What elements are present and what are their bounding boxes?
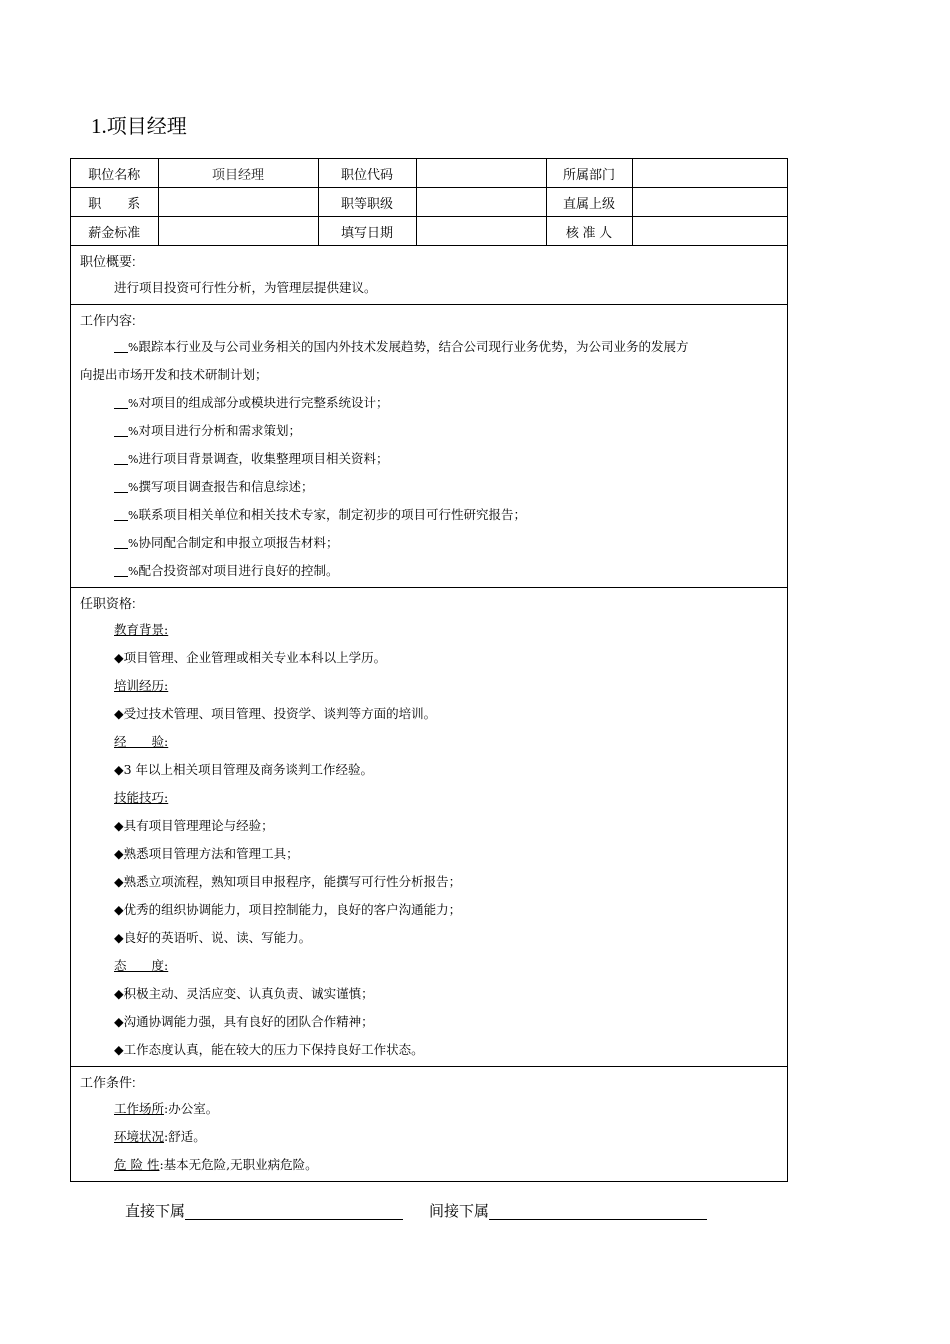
work-item-continuation: 向提出市场开发和技术研制计划； xyxy=(80,367,268,382)
work-item: %撰写项目调查报告和信息综述； xyxy=(71,473,787,501)
header-table xyxy=(71,159,787,246)
qualification-item: ◆具有项目管理理论与经验； xyxy=(114,818,274,833)
direct-subordinate-label: 直接下属 xyxy=(125,1203,186,1220)
overview-text: 进行项目投资可行性分析，为管理层提供建议。 xyxy=(114,280,377,295)
header-row xyxy=(71,159,787,188)
qualification-item: ◆熟悉立项流程，熟知项目申报程序，能撰写可行性分析报告； xyxy=(114,874,462,889)
work-content-section xyxy=(71,304,787,587)
work-item: %对项目的组成部分或模块进行完整系统设计； xyxy=(71,389,787,417)
work-item: %协同配合制定和申报立项报告材料； xyxy=(71,529,787,557)
percent-blank[interactable] xyxy=(114,338,128,353)
header-label: 薪金标准 xyxy=(71,217,158,246)
percent-blank[interactable] xyxy=(114,394,128,409)
header-label: 职位名称 xyxy=(71,159,158,188)
title-text: 项目经理 xyxy=(106,114,187,138)
header-label: 填写日期 xyxy=(318,217,416,246)
header-label: 职 系 xyxy=(71,188,158,217)
work-item: %对项目进行分析和需求策划； xyxy=(71,417,787,445)
qualifications-section xyxy=(71,587,787,1066)
qualification-heading: 技能技巧: xyxy=(114,790,169,805)
section-title: 职位概要: xyxy=(80,254,136,269)
qualification-heading: 态 度: xyxy=(114,958,169,973)
title-number: 1. xyxy=(91,114,107,138)
header-value[interactable] xyxy=(158,217,318,246)
header-row xyxy=(71,217,787,246)
work-item: %进行项目背景调查，收集整理项目相关资料； xyxy=(71,445,787,473)
header-value[interactable] xyxy=(158,188,318,217)
header-label: 所属部门 xyxy=(546,159,632,188)
bullet-icon: ◆ xyxy=(114,930,124,945)
bullet-icon: ◆ xyxy=(114,986,124,1001)
qualification-item: ◆优秀的组织协调能力，项目控制能力，良好的客户沟通能力； xyxy=(114,902,462,917)
condition-item: 工作场所:办公室。 xyxy=(114,1101,219,1116)
qualification-item: ◆受过技术管理、项目管理、投资学、谈判等方面的培训。 xyxy=(114,706,437,721)
qualification-item: ◆良好的英语听、说、读、写能力。 xyxy=(114,930,312,945)
header-value[interactable] xyxy=(632,159,787,188)
indirect-subordinate-label: 间接下属 xyxy=(429,1203,490,1220)
qualification-heading: 教育背景: xyxy=(114,622,169,637)
qualification-heading: 经 验: xyxy=(114,734,169,749)
condition-item: 环境状况:舒适。 xyxy=(114,1129,206,1144)
qualification-item: ◆积极主动、灵活应变、认真负责、诚实谨慎； xyxy=(114,986,374,1001)
header-value[interactable] xyxy=(632,188,787,217)
header-value[interactable] xyxy=(632,217,787,246)
header-row xyxy=(71,188,787,217)
percent-blank[interactable] xyxy=(114,478,128,493)
work-item: %联系项目相关单位和相关技术专家，制定初步的项目可行性研究报告； xyxy=(71,501,787,529)
qualification-item: ◆3 年以上相关项目管理及商务谈判工作经验。 xyxy=(114,762,374,777)
conditions-section xyxy=(71,1066,787,1181)
qualification-item: ◆沟通协调能力强，具有良好的团队合作精神； xyxy=(114,1014,374,1029)
section-title: 工作内容: xyxy=(80,313,136,328)
percent-blank[interactable] xyxy=(114,450,128,465)
header-label: 职位代码 xyxy=(318,159,416,188)
header-label: 核 准 人 xyxy=(546,217,632,246)
bullet-icon: ◆ xyxy=(114,650,124,665)
overview-section xyxy=(71,246,787,304)
percent-blank[interactable] xyxy=(114,534,128,549)
bullet-icon: ◆ xyxy=(114,1042,124,1057)
header-label: 职等职级 xyxy=(318,188,416,217)
page-title xyxy=(91,112,187,140)
direct-subordinate-field[interactable] xyxy=(185,1200,403,1220)
bullet-icon: ◆ xyxy=(114,874,124,889)
percent-blank[interactable] xyxy=(114,506,128,521)
section-title: 任职资格: xyxy=(80,596,136,611)
bullet-icon: ◆ xyxy=(114,1014,124,1029)
bullet-icon: ◆ xyxy=(114,762,124,777)
work-item: %跟踪本行业及与公司业务相关的国内外技术发展趋势，结合公司现行业务优势，为公司业务的发展方 xyxy=(71,333,787,361)
percent-blank[interactable] xyxy=(114,562,128,577)
bullet-icon: ◆ xyxy=(114,902,124,917)
header-value[interactable] xyxy=(416,217,546,246)
qualification-item: ◆项目管理、企业管理或相关专业本科以上学历。 xyxy=(114,650,387,665)
qualification-heading: 培训经历: xyxy=(114,678,169,693)
percent-blank[interactable] xyxy=(114,422,128,437)
header-value[interactable]: 项目经理 xyxy=(158,159,318,188)
job-description-form xyxy=(70,158,788,1182)
header-label: 直属上级 xyxy=(546,188,632,217)
bullet-icon: ◆ xyxy=(114,706,124,721)
section-title: 工作条件: xyxy=(80,1075,136,1090)
indirect-subordinate-field[interactable] xyxy=(489,1200,707,1220)
subordinates-footer xyxy=(125,1200,707,1224)
header-value[interactable] xyxy=(416,188,546,217)
bullet-icon: ◆ xyxy=(114,818,124,833)
condition-item: 危 险 性:基本无危险,无职业病危险。 xyxy=(114,1157,318,1172)
qualification-item: ◆熟悉项目管理方法和管理工具； xyxy=(114,846,299,861)
qualification-item: ◆工作态度认真，能在较大的压力下保持良好工作状态。 xyxy=(114,1042,424,1057)
bullet-icon: ◆ xyxy=(114,846,124,861)
header-value[interactable] xyxy=(416,159,546,188)
work-item: %配合投资部对项目进行良好的控制。 xyxy=(71,557,787,585)
